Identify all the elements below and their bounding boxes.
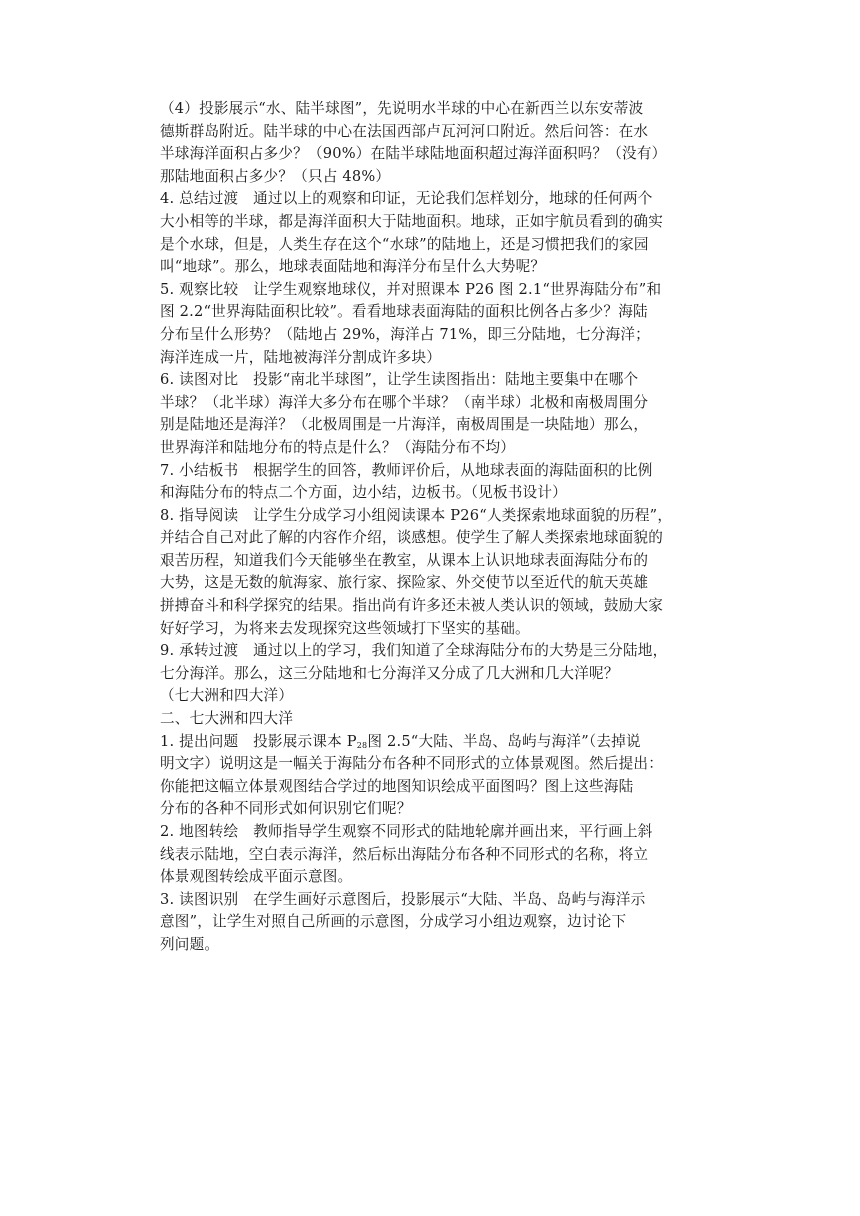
text-line: 叫“地球”。那么，地球表面陆地和海洋分布呈什么大势呢？	[160, 258, 546, 276]
text-line: 七分海洋。那么，这三分陆地和七分海洋又分成了几大洲和几大洋呢？	[160, 664, 619, 682]
text-line: 你能把这幅立体景观图结合学过的地图知识绘成平面图吗？图上这些海陆	[160, 777, 634, 795]
text-line: 分布呈什么形势？（陆地占 29%，海洋占 71%，即三分陆地，七分海洋；	[160, 325, 650, 343]
text-line: 3. 读图识别 在学生画好示意图后，投影展示“大陆、半岛、岛屿与海洋示	[160, 890, 646, 908]
text-line: 8. 指导阅读 让学生分成学习小组阅读课本 P26“人类探索地球面貌的历程”，	[160, 506, 673, 524]
text-line: 并结合自己对此了解的内容作介绍，谈感想。使学生了解人类探索地球面貌的	[160, 529, 663, 547]
text-line: 大小相等的半球，都是海洋面积大于陆地面积。地球，正如宇航员看到的确实	[160, 212, 663, 230]
text-line: （4）投影展示“水、陆半球图”，先说明水半球的中心在新西兰以东安蒂波	[160, 100, 644, 117]
text-line-prefix: 1. 提出问题 投影展示课本 P	[160, 732, 357, 750]
text-line: 德斯群岛附近。陆半球的中心在法国西部卢瓦河河口附近。然后问答：在水	[160, 122, 649, 140]
text-line: 体景观图转绘成平面示意图。	[160, 868, 353, 886]
text-line: 9. 承转过渡 通过以上的学习，我们知道了全球海陆分布的大势是三分陆地，	[160, 642, 668, 660]
text-line: 艰苦历程，知道我们今天能够坐在教室，从课本上认识地球表面海陆分布的	[160, 551, 649, 569]
text-line: 5. 观察比较 让学生观察地球仪，并对照课本 P26 图 2.1“世界海陆分布”和	[160, 280, 662, 298]
text-line: 海洋连成一片，陆地被海洋分割成许多块）	[160, 348, 442, 366]
text-line: 是个水球，但是，人类生存在这个“水球”的陆地上，还是习惯把我们的家园	[160, 235, 649, 253]
text-line: 拼搏奋斗和科学探究的结果。指出尚有许多还未被人类认识的领域，鼓励大家	[160, 597, 663, 615]
text-line-with-subscript	[160, 731, 680, 754]
text-line: 意图”，让学生对照自己所画的示意图，分成学习小组边观察，边讨论下	[160, 913, 627, 931]
text-line: 好好学习，为将来去发现探究这些领域打下坚实的基础。	[160, 619, 530, 637]
text-line: 线表示陆地，空白表示海洋，然后标出海陆分布各种不同形式的名称，将立	[160, 845, 649, 863]
text-line: 明文字）说明这是一幅关于海陆分布各种不同形式的立体景观图。然后提出：	[160, 755, 663, 773]
section-heading: 二、七大洲和四大洋	[160, 710, 294, 728]
text-line: 列问题。	[160, 935, 220, 953]
text-line: 7. 小结板书 根据学生的回答，教师评价后，从地球表面的海陆面积的比例	[160, 461, 653, 479]
text-line: 半球海洋面积占多少？（90%）在陆半球陆地面积超过海洋面积吗？（没有）	[160, 145, 667, 163]
text-line: 4. 总结过渡 通过以上的观察和印证，无论我们怎样划分，地球的任何两个	[160, 190, 653, 208]
text-line: 别是陆地还是海洋？（北极周围是一片海洋，南极周围是一块陆地）那么，	[160, 416, 649, 434]
text-line: 半球？（北半球）海洋大多分布在哪个半球？（南半球）北极和南极周围分	[160, 393, 649, 411]
page-subscript: 28	[356, 740, 368, 750]
text-line: 2. 地图转绘 教师指导学生观察不同形式的陆地轮廓并画出来，平行画上斜	[160, 823, 653, 840]
text-line: 和海陆分布的特点二个方面，边小结，边板书。（见板书设计）	[160, 484, 567, 502]
text-line: 图 2.2“世界海陆面积比较”。看看地球表面海陆的面积比例各占多少？海陆	[160, 303, 648, 321]
text-line: （七大洲和四大洋）	[160, 687, 294, 705]
text-line: 6. 读图对比 投影“南北半球图”，让学生读图指出：陆地主要集中在哪个	[160, 371, 639, 389]
text-line: 分布的各种不同形式如何识别它们呢？	[160, 800, 412, 818]
text-line: 大势，这是无数的航海家、旅行家、探险家、外交使节以至近代的航天英雄	[160, 574, 649, 592]
text-line-suffix: 图 2.5“大陆、半岛、岛屿与海洋”（去掉说	[367, 732, 641, 750]
document-page	[160, 98, 680, 957]
text-line: 那陆地面积占多少？（只占 48%）	[160, 167, 391, 185]
text-line: 世界海洋和陆地分布的特点是什么？（海陆分布不均）	[160, 438, 516, 456]
